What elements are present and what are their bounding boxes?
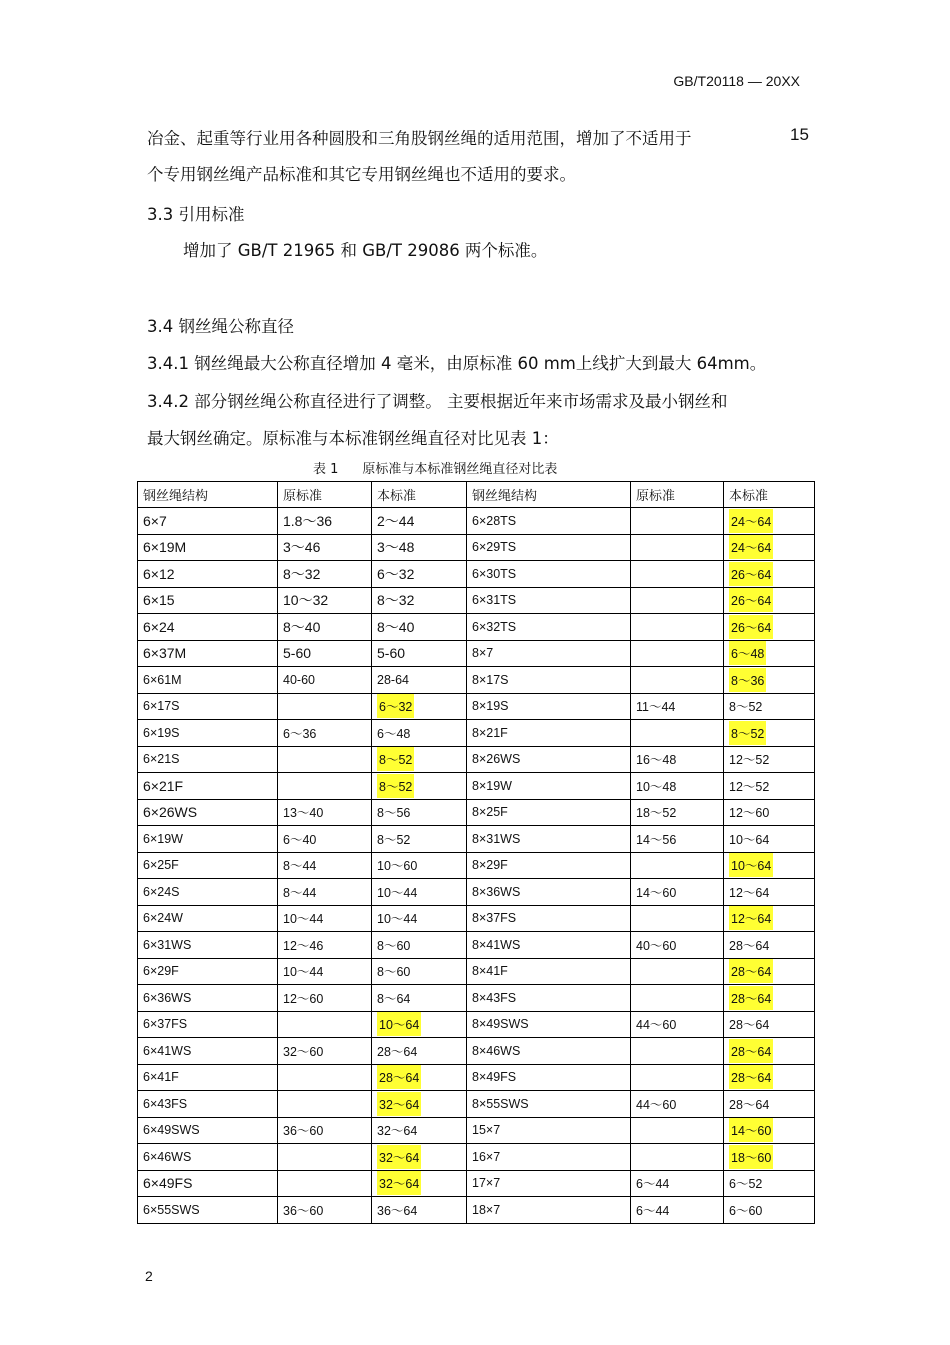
- table-cell: 8×19S: [467, 693, 631, 720]
- highlighted-value: 14～60: [729, 1118, 773, 1142]
- table-cell: 6～36: [278, 720, 372, 747]
- table-cell: 10～60: [372, 852, 467, 879]
- section-heading-3-4: 3.4 钢丝绳公称直径: [147, 317, 294, 336]
- table-cell: [372, 1011, 467, 1038]
- table-cell: [724, 720, 815, 747]
- table-cell: [724, 1117, 815, 1144]
- table-cell: 6×49FS: [138, 1170, 278, 1197]
- highlighted-value: 28～64: [729, 959, 773, 983]
- table-cell: 40～60: [631, 932, 724, 959]
- table-cell: [724, 667, 815, 694]
- diameter-comparison-table: [137, 481, 815, 1224]
- table-cell: 8×7: [467, 640, 631, 667]
- table-row: [138, 746, 815, 773]
- table-cell: 10～48: [631, 773, 724, 800]
- table-row: [138, 614, 815, 641]
- table-cell: 6～60: [724, 1197, 815, 1224]
- table-row: [138, 508, 815, 535]
- table-cell: 6×41WS: [138, 1038, 278, 1065]
- highlighted-value: 8～36: [729, 668, 766, 692]
- table-row: [138, 640, 815, 667]
- paragraph-references: 增加了 GB/T 21965 和 GB/T 29086 两个标准。: [183, 241, 548, 260]
- table-cell: 6×37FS: [138, 1011, 278, 1038]
- table-cell: 8×43FS: [467, 985, 631, 1012]
- table-cell: 5-60: [372, 640, 467, 667]
- table-cell: 6×36WS: [138, 985, 278, 1012]
- table-cell: 6×25F: [138, 852, 278, 879]
- table-cell: [631, 534, 724, 561]
- table-cell: 8×36WS: [467, 879, 631, 906]
- table-cell: 18×7: [467, 1197, 631, 1224]
- table-cell: 15×7: [467, 1117, 631, 1144]
- table-cell: 6×26WS: [138, 799, 278, 826]
- table-header-row: [138, 482, 815, 508]
- table-cell: [631, 640, 724, 667]
- table-cell: [724, 587, 815, 614]
- table-cell: 8～32: [372, 587, 467, 614]
- table-cell: 6×21F: [138, 773, 278, 800]
- table-cell: 8～60: [372, 932, 467, 959]
- table-cell: 6～52: [724, 1170, 815, 1197]
- table-cell: 12～46: [278, 932, 372, 959]
- table-cell: [631, 1144, 724, 1171]
- table-cell: 17×7: [467, 1170, 631, 1197]
- table-cell: 6×15: [138, 587, 278, 614]
- table-cell: 36～64: [372, 1197, 467, 1224]
- table-cell: 28～64: [724, 1091, 815, 1118]
- table-row: [138, 720, 815, 747]
- table-caption-label: 表 1: [313, 462, 339, 477]
- highlighted-value: 24～64: [729, 535, 773, 559]
- table-cell: 10～44: [372, 879, 467, 906]
- table-cell: [631, 561, 724, 588]
- table-cell: 12～52: [724, 746, 815, 773]
- table-cell: 6×30TS: [467, 561, 631, 588]
- highlighted-value: 8～52: [377, 774, 414, 798]
- highlighted-value: 6～32: [377, 694, 414, 718]
- table-cell: [631, 852, 724, 879]
- highlighted-value: 28～64: [729, 986, 773, 1010]
- section-heading-3-3: 3.3 引用标准: [147, 205, 245, 224]
- highlighted-value: 26～64: [729, 588, 773, 612]
- table-header-cell: 原标准: [278, 482, 372, 508]
- table-cell: [631, 1117, 724, 1144]
- table-cell: 6×43FS: [138, 1091, 278, 1118]
- table-cell: 5-60: [278, 640, 372, 667]
- table-cell: 14～60: [631, 879, 724, 906]
- table-cell: 16～48: [631, 746, 724, 773]
- table-cell: 12～52: [724, 773, 815, 800]
- table-row: [138, 1091, 815, 1118]
- table-cell: 6×31WS: [138, 932, 278, 959]
- table-row: [138, 879, 815, 906]
- table-cell: 6×55SWS: [138, 1197, 278, 1224]
- table-cell: [724, 958, 815, 985]
- table-cell: 8～60: [372, 958, 467, 985]
- paragraph-line-2: 个专用钢丝绳产品标准和其它专用钢丝绳也不适用的要求。: [147, 165, 576, 184]
- paragraph-3-4-2-cont: 最大钢丝确定。原标准与本标准钢丝绳直径对比见表 1：: [147, 429, 559, 448]
- highlighted-value: 26～64: [729, 562, 773, 586]
- table-row: [138, 958, 815, 985]
- table-cell: 8×17S: [467, 667, 631, 694]
- paragraph-line-1-number: 15: [790, 125, 809, 144]
- highlighted-value: 12～64: [729, 906, 773, 930]
- table-cell: 6×29TS: [467, 534, 631, 561]
- table-cell: 10～32: [278, 587, 372, 614]
- table-cell: 8×37FS: [467, 905, 631, 932]
- table-row: [138, 1144, 815, 1171]
- table-cell: 8×55SWS: [467, 1091, 631, 1118]
- table-cell: [631, 1064, 724, 1091]
- table-cell: [278, 746, 372, 773]
- table-cell: [372, 773, 467, 800]
- table-cell: [724, 614, 815, 641]
- table-cell: 6×28TS: [467, 508, 631, 535]
- table-cell: 3～48: [372, 534, 467, 561]
- table-cell: 8～40: [372, 614, 467, 641]
- table-cell: [724, 640, 815, 667]
- table-cell: 10～44: [372, 905, 467, 932]
- table-cell: 8～64: [372, 985, 467, 1012]
- table-cell: [631, 985, 724, 1012]
- table-cell: 6×31TS: [467, 587, 631, 614]
- table-cell: [631, 587, 724, 614]
- table-cell: 14～56: [631, 826, 724, 853]
- table-cell: 10～64: [724, 826, 815, 853]
- table-row: [138, 773, 815, 800]
- table-cell: 28-64: [372, 667, 467, 694]
- table-cell: 2～44: [372, 508, 467, 535]
- table-cell: 8～56: [372, 799, 467, 826]
- table-cell: 44～60: [631, 1011, 724, 1038]
- paragraph-3-4-1: 3.4.1 钢丝绳最大公称直径增加 4 毫米，由原标准 60 mm上线扩大到最大 64mm。: [147, 354, 767, 373]
- table-body: [138, 508, 815, 1224]
- table-cell: 6×32TS: [467, 614, 631, 641]
- table-cell: 16×7: [467, 1144, 631, 1171]
- table-row: [138, 1170, 815, 1197]
- table-cell: 12～64: [724, 879, 815, 906]
- table-cell: 6×41F: [138, 1064, 278, 1091]
- table-cell: 6～44: [631, 1170, 724, 1197]
- table-cell: [724, 905, 815, 932]
- table-cell: 11～44: [631, 693, 724, 720]
- table-cell: 1.8～36: [278, 508, 372, 535]
- table-cell: 6×24: [138, 614, 278, 641]
- table-row: [138, 799, 815, 826]
- table-cell: 32～60: [278, 1038, 372, 1065]
- table-row: [138, 826, 815, 853]
- table-cell: 3～46: [278, 534, 372, 561]
- table-cell: 13～40: [278, 799, 372, 826]
- table-cell: 6×24S: [138, 879, 278, 906]
- table-cell: [724, 1038, 815, 1065]
- table-cell: [278, 1144, 372, 1171]
- table-row: [138, 587, 815, 614]
- table-cell: 6×37M: [138, 640, 278, 667]
- table-cell: 8～44: [278, 852, 372, 879]
- table-row: [138, 905, 815, 932]
- table-row: [138, 561, 815, 588]
- table-cell: 36～60: [278, 1117, 372, 1144]
- table-cell: 8×31WS: [467, 826, 631, 853]
- table-cell: [372, 1144, 467, 1171]
- table-cell: [724, 852, 815, 879]
- highlighted-value: 28～64: [377, 1065, 421, 1089]
- table-row: [138, 1038, 815, 1065]
- table-cell: [278, 1170, 372, 1197]
- table-cell: 8×46WS: [467, 1038, 631, 1065]
- table-cell: 8×29F: [467, 852, 631, 879]
- table-row: [138, 667, 815, 694]
- table-row: [138, 932, 815, 959]
- table-cell: 6×19M: [138, 534, 278, 561]
- table-cell: 8×49SWS: [467, 1011, 631, 1038]
- paragraph-line-1: 冶金、起重等行业用各种圆股和三角股钢丝绳的适用范围，增加了不适用于: [147, 129, 692, 148]
- highlighted-value: 24～64: [729, 509, 773, 533]
- highlighted-value: 26～64: [729, 615, 773, 639]
- highlighted-value: 18～60: [729, 1145, 773, 1169]
- table-cell: [631, 905, 724, 932]
- table-cell: 6～48: [372, 720, 467, 747]
- document-id: GB/T20118 — 20XX: [673, 73, 800, 89]
- table-cell: 6～44: [631, 1197, 724, 1224]
- table-cell: 6×46WS: [138, 1144, 278, 1171]
- table-cell: 8×19W: [467, 773, 631, 800]
- table-header-cell: 钢丝绳结构: [138, 482, 278, 508]
- table-cell: 8～44: [278, 879, 372, 906]
- highlighted-value: 28～64: [729, 1065, 773, 1089]
- table-cell: 12～60: [724, 799, 815, 826]
- highlighted-value: 28～64: [729, 1039, 773, 1063]
- table-cell: 6×61M: [138, 667, 278, 694]
- table-cell: 8×26WS: [467, 746, 631, 773]
- table-cell: [631, 1038, 724, 1065]
- table-cell: [631, 720, 724, 747]
- table-cell: 8～40: [278, 614, 372, 641]
- table-cell: 32～64: [372, 1117, 467, 1144]
- table-cell: 8×21F: [467, 720, 631, 747]
- table-cell: 6×12: [138, 561, 278, 588]
- table-cell: [372, 746, 467, 773]
- table-cell: 6～32: [372, 561, 467, 588]
- table-header-cell: 本标准: [724, 482, 815, 508]
- table-cell: [372, 693, 467, 720]
- table-cell: 28～64: [724, 932, 815, 959]
- table-cell: [278, 693, 372, 720]
- table-row: [138, 1117, 815, 1144]
- table-cell: 8×41WS: [467, 932, 631, 959]
- highlighted-value: 8～52: [377, 747, 414, 771]
- highlighted-value: 8～52: [729, 721, 766, 745]
- table-row: [138, 985, 815, 1012]
- table-cell: 44～60: [631, 1091, 724, 1118]
- highlighted-value: 6～48: [729, 641, 766, 665]
- table-cell: [724, 534, 815, 561]
- table-cell: 10～44: [278, 958, 372, 985]
- table-cell: [631, 614, 724, 641]
- highlighted-value: 10～64: [729, 853, 773, 877]
- table-cell: 8×25F: [467, 799, 631, 826]
- table-cell: 8～52: [724, 693, 815, 720]
- table-cell: 6×19S: [138, 720, 278, 747]
- table-cell: [372, 1064, 467, 1091]
- table-cell: 6×7: [138, 508, 278, 535]
- table-cell: [372, 1091, 467, 1118]
- table-row: [138, 1197, 815, 1224]
- table-cell: [631, 667, 724, 694]
- table-row: [138, 534, 815, 561]
- table-cell: [724, 1144, 815, 1171]
- table-row: [138, 852, 815, 879]
- table-header-cell: 本标准: [372, 482, 467, 508]
- highlighted-value: 10～64: [377, 1012, 421, 1036]
- table-cell: 6×19W: [138, 826, 278, 853]
- table-cell: 36～60: [278, 1197, 372, 1224]
- table-cell: [278, 1064, 372, 1091]
- table-cell: [724, 561, 815, 588]
- highlighted-value: 32～64: [377, 1171, 421, 1195]
- table-cell: [278, 1011, 372, 1038]
- table-cell: 6×49SWS: [138, 1117, 278, 1144]
- table-cell: 8～52: [372, 826, 467, 853]
- table-cell: 8～32: [278, 561, 372, 588]
- table-caption-title: 原标准与本标准钢丝绳直径对比表: [362, 462, 558, 477]
- table-cell: 28～64: [724, 1011, 815, 1038]
- table-header-cell: 钢丝绳结构: [467, 482, 631, 508]
- table-cell: [724, 1064, 815, 1091]
- table-header-cell: 原标准: [631, 482, 724, 508]
- table-cell: [724, 508, 815, 535]
- page-number: 2: [145, 1268, 153, 1284]
- table-cell: 6×17S: [138, 693, 278, 720]
- table-cell: [278, 1091, 372, 1118]
- table-cell: 18～52: [631, 799, 724, 826]
- table-cell: 40-60: [278, 667, 372, 694]
- table-cell: [724, 985, 815, 1012]
- table-cell: 28～64: [372, 1038, 467, 1065]
- table-cell: 6×24W: [138, 905, 278, 932]
- table-row: [138, 693, 815, 720]
- table-cell: 6～40: [278, 826, 372, 853]
- table-cell: 6×29F: [138, 958, 278, 985]
- highlighted-value: 32～64: [377, 1145, 421, 1169]
- table-row: [138, 1011, 815, 1038]
- highlighted-value: 32～64: [377, 1092, 421, 1116]
- paragraph-3-4-2: 3.4.2 部分钢丝绳公称直径进行了调整。 主要根据近年来市场需求及最小钢丝和: [147, 392, 728, 411]
- table-cell: [631, 958, 724, 985]
- table-cell: 8×41F: [467, 958, 631, 985]
- table-cell: 10～44: [278, 905, 372, 932]
- table-caption: [313, 458, 557, 477]
- table-cell: [372, 1170, 467, 1197]
- table-cell: [278, 773, 372, 800]
- table-cell: [631, 508, 724, 535]
- table-row: [138, 1064, 815, 1091]
- table-cell: 6×21S: [138, 746, 278, 773]
- table-cell: 12～60: [278, 985, 372, 1012]
- table-cell: 8×49FS: [467, 1064, 631, 1091]
